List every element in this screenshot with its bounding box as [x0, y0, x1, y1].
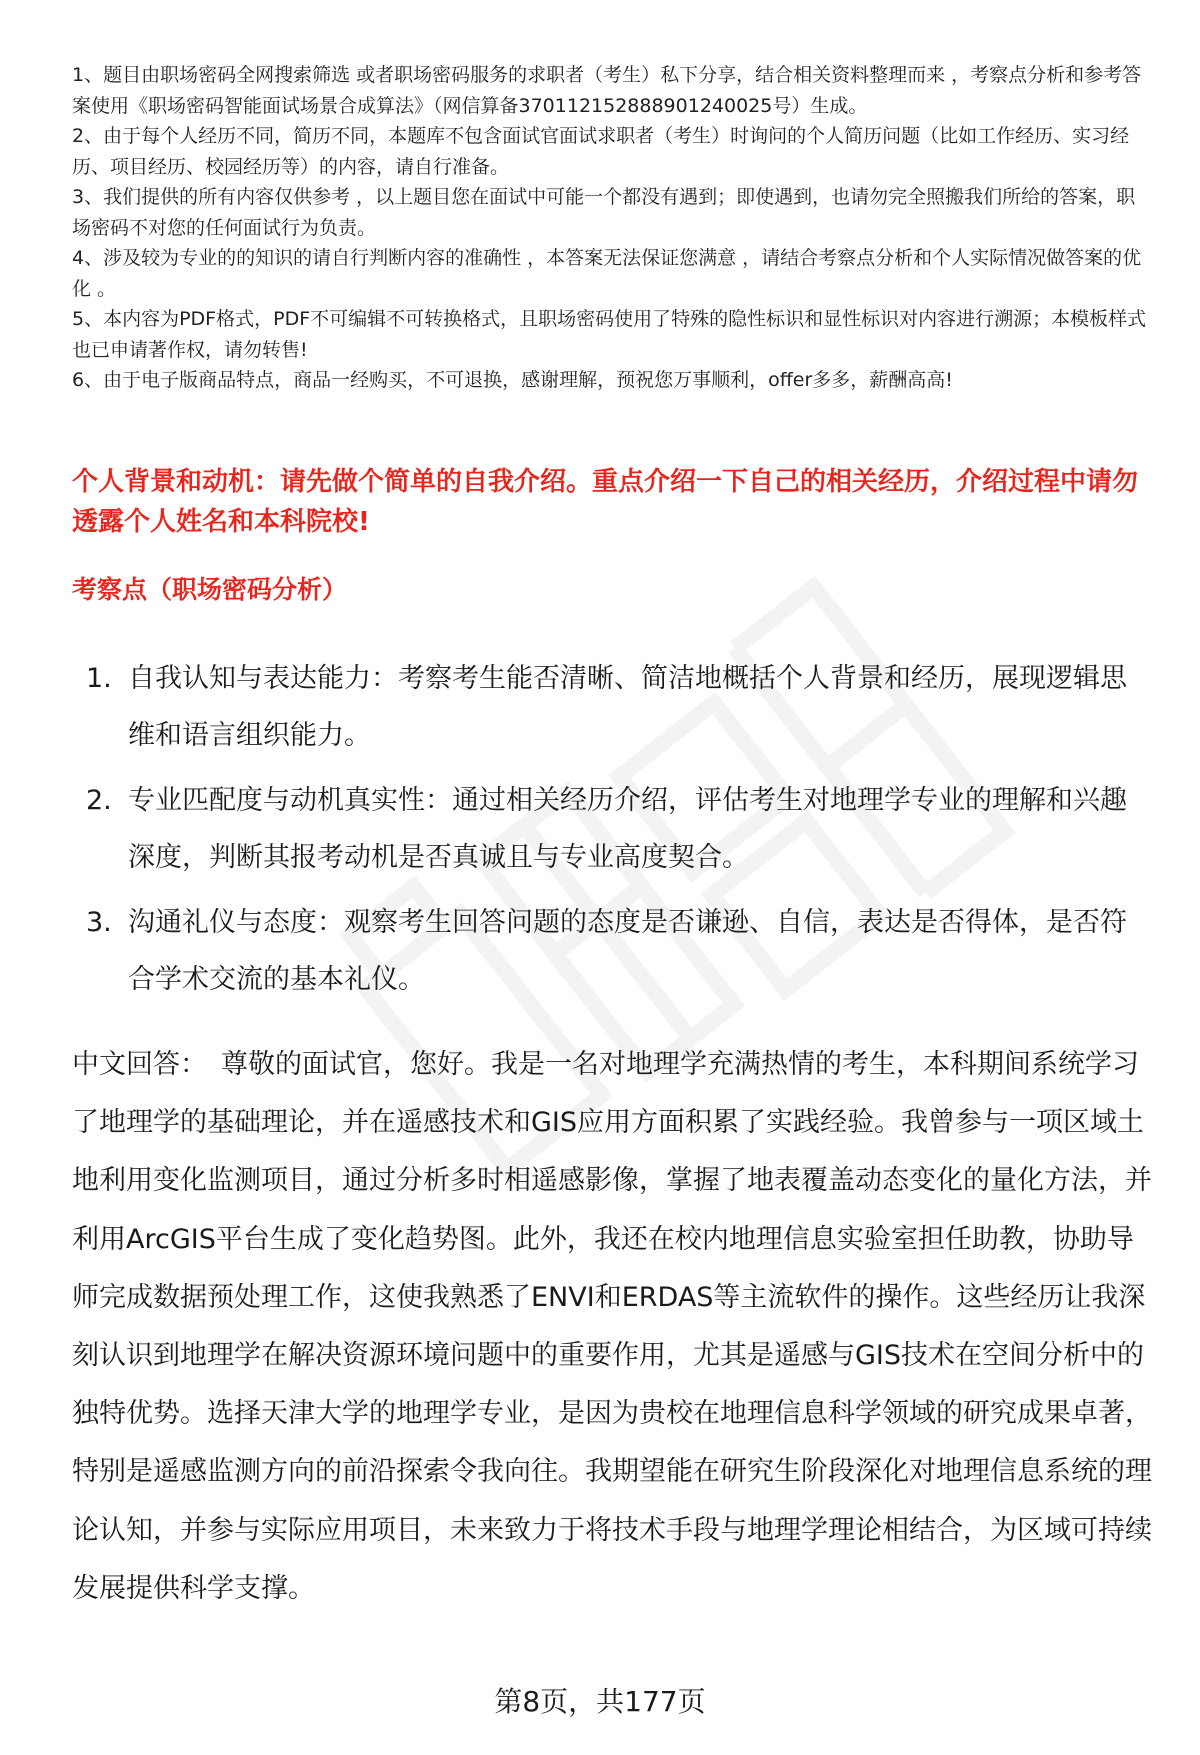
answer-paragraph: [72, 1036, 1158, 1618]
note-item: 5、本内容为PDF格式，PDF不可编辑不可转换格式，且职场密码使用了特殊的隐性标识和显性标识对内容进行溯源；本模板样式也已申请著作权，请勿转售!: [72, 308, 1147, 361]
note-item: 4、涉及较为专业的的知识的请自行判断内容的准确性 ，本答案无法保证您满意 ，请结合考察点分析和个人实际情况做答案的优化 。: [72, 247, 1142, 300]
point-number: 3.: [86, 907, 112, 938]
analysis-point: [72, 772, 1152, 886]
page-number-footer: 第8页，共177页: [494, 1685, 706, 1718]
note-item: 6、由于电子版商品特点，商品一经购买，不可退换，感谢理解，预祝您万事顺利，offer多多，薪酬高高!: [72, 369, 953, 391]
point-text: 自我认知与表达能力：考察考生能否清晰、简洁地概括个人背景和经历，展现逻辑思维和语言组织能力。: [128, 663, 1127, 751]
point-text: 沟通礼仪与态度：观察考生回答问题的态度是否谦逊、自信，表达是否得体，是否符合学术交流的基本礼仪。: [128, 907, 1127, 995]
disclaimer-notes: [72, 60, 1152, 396]
note-item: 3、我们提供的所有内容仅供参考 ，以上题目您在面试中可能一个都没有遇到；即使遇到，也请勿完全照搬我们所给的答案，职场密码不对您的任何面试行为负责。: [72, 186, 1136, 239]
analysis-point: [72, 650, 1152, 764]
note-item: 2、由于每个人经历不同，简历不同，本题库不包含面试官面试求职者（考生）时询问的个人简历问题（比如工作经历、实习经历、项目经历、校园经历等）的内容，请自行准备。: [72, 125, 1130, 178]
point-text: 专业匹配度与动机真实性：通过相关经历介绍，评估考生对地理学专业的理解和兴趣深度，判断其报考动机是否真诚且与专业高度契合。: [128, 785, 1127, 873]
answer-label: 中文回答：: [72, 1049, 207, 1080]
analysis-point: [72, 894, 1152, 1008]
analysis-points-list: [72, 650, 1152, 1016]
point-number: 2.: [86, 785, 112, 816]
interview-question: 个人背景和动机：请先做个简单的自我介绍。重点介绍一下自己的相关经历，介绍过程中请勿透露个人姓名和本科院校!: [72, 467, 1139, 537]
answer-text: 尊敬的面试官，您好。我是一名对地理学充满热情的考生，本科期间系统学习了地理学的基础理论，并在遥感技术和GIS应用方面积累了实践经验。我曾参与一项区域土地利用变化监测项目，通过分析多时相遥感影像，掌握了地表覆盖动态变化的量化方法，并利用ArcGIS平台生成了变化趋势图。此外，我还在校内地理信息实验室担任助教，协助导师完成数据预处理工作，这使我熟悉了ENVI和ERDAS等主流软件的操作。这些经历让我深刻认识到地理学在解决资源环境问题中的重要作用，尤其是遥感与GIS技术在空间分析中的独特优势。选择天津大学的地理学专业，是因为贵校在地理信息科学领域的研究成果卓著，特别是遥感监测方向的前沿探索令我向往。我期望能在研究生阶段深化对地理信息系统的理论认知，并参与实际应用项目，未来致力于将技术手段与地理学理论相结合，为区域可持续发展提供科学支撑。: [72, 1049, 1152, 1604]
analysis-heading: 考察点（职场密码分析）: [72, 575, 348, 604]
note-item: 1、题目由职场密码全网搜索筛选 或者职场密码服务的求职者（考生）私下分享，结合相关资料整理而来 ，考察点分析和参考答案使用《职场密码智能面试场景合成算法》（网信算备370112152888901240025号）生成。: [72, 64, 1142, 117]
point-number: 1.: [86, 663, 112, 694]
